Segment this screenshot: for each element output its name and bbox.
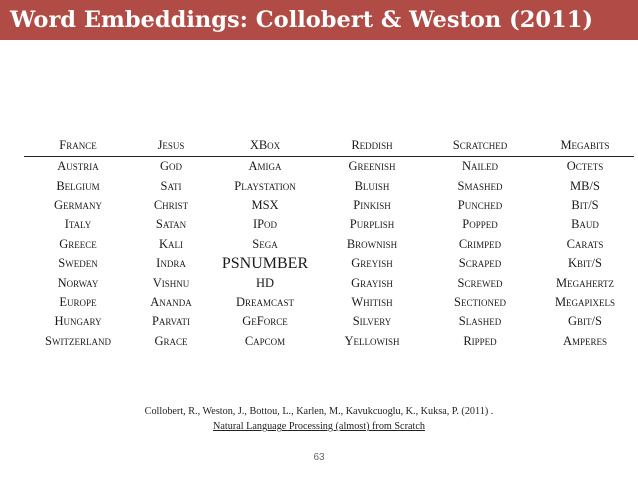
- table-cell: Parvati: [151, 314, 191, 329]
- table-cell: Sati: [160, 178, 182, 193]
- table-cell: Indra: [156, 256, 186, 271]
- table-cell: Greenish: [348, 159, 396, 174]
- table-row: [24, 215, 634, 234]
- table-cell: HD: [255, 275, 275, 290]
- table-cell: IPod: [252, 217, 278, 232]
- table-cell: Yellowish: [344, 333, 400, 348]
- table-cell: Austria: [57, 159, 99, 174]
- table-cell: Hungary: [54, 314, 102, 329]
- table-cell: Purplish: [349, 217, 395, 232]
- citation-paper-link[interactable]: Natural Language Processing (almost) from Scratch: [213, 421, 425, 432]
- table-cell: Italy: [64, 217, 92, 232]
- table-cell: Slashed: [458, 314, 502, 329]
- table-cell: Octets: [566, 159, 604, 174]
- table-cell: Smashed: [457, 178, 503, 193]
- table-row: [24, 332, 634, 351]
- table-cell: Dreamcast: [235, 294, 295, 309]
- table-cell: Brownish: [346, 236, 398, 251]
- table-cell: Amperes: [562, 333, 608, 348]
- table-cell: Belgium: [56, 178, 100, 193]
- table-cell: Norway: [57, 275, 99, 290]
- table-body: [24, 157, 634, 351]
- word-embedding-table: [24, 134, 634, 351]
- table-row: [24, 293, 634, 312]
- table-cell: Vishnu: [152, 275, 190, 290]
- table-cell: MSX: [251, 197, 279, 212]
- table-cell: Kbit/S: [568, 256, 602, 271]
- table-cell: Capcom: [244, 333, 286, 348]
- table-cell: Sweden: [58, 256, 98, 271]
- table-cell: God: [159, 159, 183, 174]
- table-cell: Switzerland: [45, 333, 111, 348]
- citation-authors: Collobert, R., Weston, J., Bottou, L., Karlen, M., Kavukcuoglu, K., Kuksa, P. (2011) .: [144, 406, 494, 417]
- table-cell: Gbit/S: [568, 314, 602, 329]
- table-cell: Sega: [252, 236, 278, 251]
- header-row: [24, 134, 634, 157]
- table-row: [24, 273, 634, 292]
- column-header: Megabits: [560, 137, 610, 152]
- table-cell: Grace: [154, 333, 188, 348]
- table-cell: Ananda: [150, 294, 192, 309]
- table-cell: Amiga: [248, 159, 282, 174]
- table-cell: Satan: [155, 217, 187, 232]
- table-row: [24, 157, 634, 177]
- table-cell: Christ: [153, 197, 189, 212]
- table-row: [24, 235, 634, 254]
- table-row: [24, 196, 634, 215]
- table-cell: Megapixels: [554, 294, 616, 309]
- slide-title-bar: [0, 0, 638, 40]
- table-cell: Megahertz: [555, 275, 615, 290]
- table-cell: Nailed: [461, 159, 499, 174]
- table-cell: Greyish: [351, 256, 393, 271]
- table-cell: Crimped: [458, 236, 502, 251]
- table-cell: MB/S: [570, 178, 600, 193]
- table-cell: Bit/S: [571, 197, 599, 212]
- table-cell: Grayish: [351, 275, 393, 290]
- table-cell: Greece: [59, 236, 97, 251]
- table-cell: Silvery: [352, 314, 392, 329]
- table-cell: Popped: [462, 217, 498, 232]
- column-header: Reddish: [351, 137, 393, 152]
- column-header: Scratched: [452, 137, 508, 152]
- table-row: [24, 312, 634, 331]
- citation: [0, 404, 638, 434]
- table-cell: PSNUMBER: [221, 254, 309, 272]
- table-cell: Baud: [571, 217, 599, 232]
- table-cell: Whitish: [351, 294, 393, 309]
- table-cell: Europe: [59, 294, 97, 309]
- table-cell: Punched: [457, 197, 503, 212]
- column-header: XBox: [249, 137, 281, 152]
- table-cell: Ripped: [463, 333, 497, 348]
- table-cell: Pinkish: [353, 197, 391, 212]
- column-header: Jesus: [157, 137, 185, 152]
- table-cell: Screwed: [457, 275, 503, 290]
- table-cell: Playstation: [234, 178, 296, 193]
- table-row: [24, 176, 634, 195]
- table-cell: Carats: [566, 236, 604, 251]
- table-cell: Kali: [158, 236, 184, 251]
- table-row: [24, 254, 634, 273]
- column-header: France: [59, 137, 97, 152]
- slide-title: Word Embeddings: Collobert & Weston (2011): [10, 7, 593, 33]
- table-cell: Germany: [53, 197, 103, 212]
- table-cell: Sectioned: [454, 294, 506, 309]
- page-number: 63: [313, 452, 325, 463]
- table-cell: GeForce: [242, 314, 288, 329]
- table-header: [24, 134, 634, 157]
- table-cell: Scraped: [458, 256, 502, 271]
- table-cell: Bluish: [354, 178, 390, 193]
